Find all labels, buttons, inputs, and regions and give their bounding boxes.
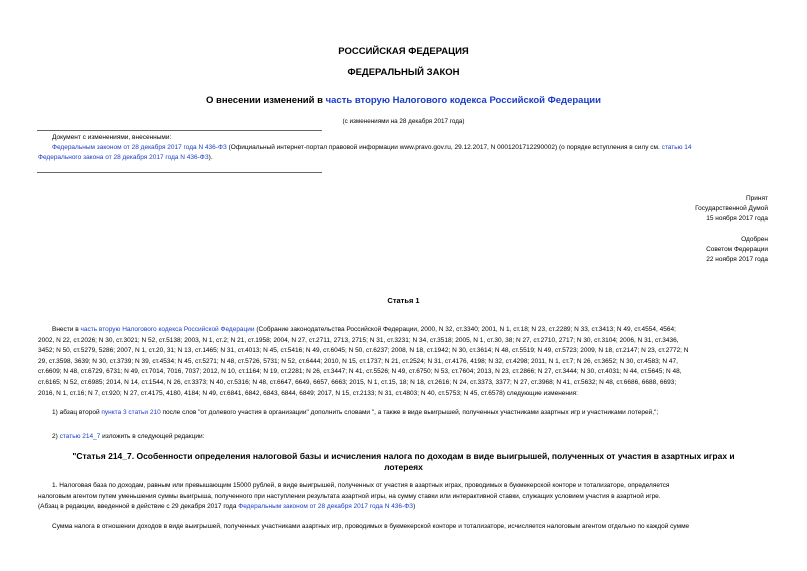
law-title-prefix: О внесении изменений в [206, 95, 326, 106]
changes-line-1 [52, 143, 772, 154]
item-2-prefix: 2) [52, 433, 60, 440]
intro-text: (Собрание законодательства Российской Федерации, 2000, N 32, ст.3340; 2001, N 1, ст.18; N 23, ст.2289; N 33, ст.3413; N 49, ст.4554, 4564; [254, 326, 676, 333]
duma-line-1: Принят [745, 195, 768, 202]
law-type-heading: ФЕДЕРАЛЬНЫЙ ЗАКОН [347, 67, 460, 78]
p1-note-link[interactable]: Федеральным законом от 28 декабря 2017 года N 436-ФЗ [238, 503, 414, 511]
adoption-duma [695, 194, 768, 223]
council-line-2: Советом Федерации [706, 245, 768, 253]
changes-bottom-divider [37, 172, 322, 173]
changes-text: (Официальный интернет-портал правовой информации www.pravo.gov.ru, 29.12.2017, N 0001201712290002) (о порядке вступления в силу см. [226, 144, 662, 151]
p1-line-1: 1. Налоговая база по доходам, равным или превышающим 15000 рублей, в виде выигрышей, полученных от участия в азартных играх, проводимых в букмекерской конторе и тотализаторе, определяется [52, 482, 670, 489]
changes-line-2 [38, 153, 213, 164]
article-214-7-heading-1: "Статья 214_7. Особенности определения налоговой базы и исчисления налога по доходам в виде выигрышей, полученных от участия в азартных играх и [72, 451, 735, 461]
article-1-line-5: ст.6609; N 48, ст.6729, 6731; N 49, ст.7014, 7016, 7037; 2012, N 10, ст.1164; N 19, ст.2281; N 26, ст.3447; N 41, ст.5526; N 49, ст.6750; N 53, ст.7604; 2013, N 23, ст.2866; N 27, ст.3444; N 30, ст.4031; N 44, ст.5645; N 48, [38, 368, 682, 376]
p1-line-2: налоговым агентом путем уменьшения суммы выигрыша, полученного при наступлении результата азартной игры, на сумму ставки или интерактивной ставки, служащих условием участия в азартной игре. [38, 492, 661, 500]
article-1-line-4: 29, ст.3598, 3639; N 30, ст.3739; N 39, ст.4534; N 45, ст.5271; N 48, ст.5726, 5731; N 52, ст.6444; 2010, N 15, ст.1737; N 21, ст.2524; N 31, ст.4176, 4198; N 32, ст.4298; 2011, N 1, ст.7; N 26, ст.3652; N 30, ст.4583; N 47, [38, 357, 678, 365]
article-1-heading: Статья 1 [387, 296, 420, 305]
law-title [0, 95, 807, 106]
changes-top-divider [37, 130, 322, 131]
item-1-text: после слов "от долевого участия в организации" дополнить словами ", а также в виде выигрышей, полученных участниками азартных игр и участниками лотерей,"; [160, 409, 659, 416]
duma-line-3: 15 ноября 2017 года [706, 214, 768, 222]
item-2-link[interactable]: статью 214_7 [59, 433, 101, 440]
p1-note-prefix: (Абзац в редакции, введенной в действие с 29 декабря 2017 года [38, 503, 239, 511]
item-1-link[interactable]: пункта 3 статьи 210 [101, 409, 161, 416]
changes-link-436fz-2[interactable]: Федерального закона от 28 декабря 2017 года N 436-ФЗ [38, 154, 209, 161]
country-heading: РОССИЙСКАЯ ФЕДЕРАЦИЯ [338, 46, 469, 57]
changes-caption: Документ с изменениями, внесенными: [52, 134, 172, 141]
article-1-line-1 [52, 325, 676, 336]
p2-line-1: Сумма налога в отношении доходов в виде выигрышей, полученных участниками азартных игр, проводимых в букмекерской конторе и тотализаторе, исчисляется налоговым агентом отдельно по каждой сумме [52, 523, 690, 530]
intro-prefix: Внести в [52, 326, 81, 333]
article-214-7-heading-2: лотереях [384, 462, 423, 472]
p1-note [38, 502, 415, 513]
article-1-line-3: 3452; N 50, ст.5279, 5286; 2007, N 1, ст.20, 31; N 13, ст.1465; N 31, ст.4013; N 45, ст.5416; N 49, ст.6045; N 50, ст.6237; 2008, N 18, ст.1942; N 30, ст.3614; N 48, ст.5519; N 49, ст.5723; 2009, N 18, ст.2147; N 23, ст.2772; N [38, 347, 689, 355]
duma-line-2: Государственной Думой [695, 204, 768, 212]
article-1-line-6: ст.6165; N 52, ст.6985; 2014, N 14, ст.1544, N 26, ст.3373; N 40, ст.5316; N 48, ст.6647, 6649, 6657, 6663; 2015, N 1, ст.15, 18; N 18, ст.2616; N 24, ст.3373, 3377; N 27, ст.3968; N 41, ст.5632; N 48, ст.6686, 6688, 6693; [38, 379, 677, 386]
article-1-line-7: 2016, N 1, ст.16; N 7, ст.920; N 27, ст.4175, 4180, 4184; N 49, ст.6841, 6842, 6843, 6844, 6849; 2017, N 15, ст.2133; N 31, ст.4803; N 40, ст.5753; N 45, ст.6578) следующие изменения: [38, 389, 578, 397]
council-line-1: Одобрен [741, 236, 768, 243]
item-1 [52, 408, 658, 419]
item-1-prefix: 1) абзац второй [52, 409, 102, 416]
changes-link-article14[interactable]: статью 14 [661, 144, 692, 151]
adoption-council [706, 235, 768, 264]
changes-link-436fz[interactable]: Федеральным законом от 28 декабря 2017 года N 436-ФЗ [52, 144, 227, 151]
intro-link-tax-code[interactable]: часть вторую Налогового кодекса Российской Федерации [80, 326, 255, 333]
changes-text-end: ). [208, 154, 213, 161]
law-subtitle: (с изменениями на 28 декабря 2017 года) [342, 118, 465, 125]
p1-note-suffix: ) [413, 503, 416, 511]
law-title-link[interactable]: часть вторую Налогового кодекса Российской Федерации [325, 95, 601, 106]
item-2 [52, 432, 204, 443]
article-1-line-2: 2002, N 22, ст.2026; N 30, ст.3021; N 52, ст.5138; 2003, N 1, ст.2; N 21, ст.1958; 2004, N 27, ст.2711, 2713, 2715; N 31, ст.3231; N 34, ст.3518; 2005, N 1, ст.30, 38; N 27, ст.2710, 2717; N 30, ст.3104; 2006, N 31, ст.3436, [38, 336, 679, 344]
council-line-3: 22 ноября 2017 года [706, 255, 768, 263]
item-2-text: изложить в следующей редакции: [100, 433, 205, 440]
